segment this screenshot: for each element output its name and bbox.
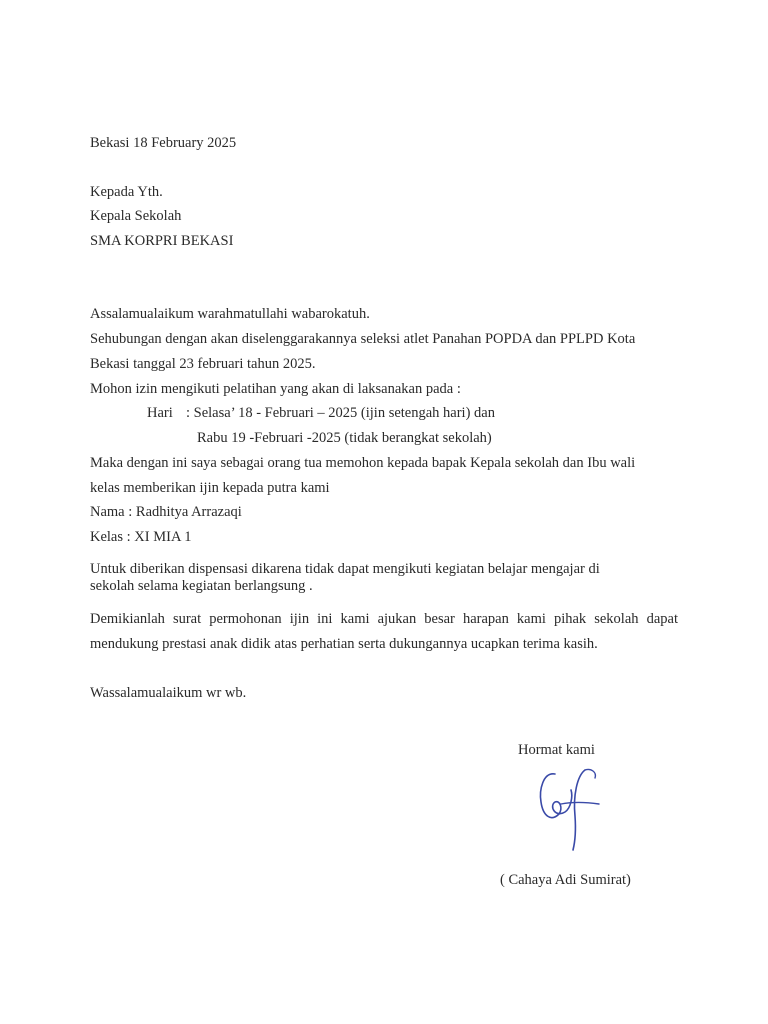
student-class: Kelas : XI MIA 1	[90, 529, 192, 545]
handwritten-signature	[533, 766, 605, 852]
greeting: Assalamualaikum warahmatullahi wabarokatuh.	[90, 306, 370, 322]
paragraph-2-line-1: Maka dengan ini saya sebagai orang tua memohon kepada bapak Kepala sekolah dan Ibu wali	[90, 455, 636, 471]
paragraph-1-line-1: Sehubungan dengan akan diselenggarakannya seleksi atlet Panahan POPDA dan PPLPD Kota	[90, 331, 636, 347]
student-name: Nama : Radhitya Arrazaqi	[90, 504, 242, 520]
closing-salutation: Wassalamualaikum wr wb.	[90, 685, 247, 701]
place-date: Bekasi 18 February 2025	[90, 135, 237, 151]
schedule-label: Hari	[147, 405, 173, 421]
recipient-line-3: SMA KORPRI BEKASI	[90, 233, 234, 249]
paragraph-1-line-2: Bekasi tanggal 23 februari tahun 2025.	[90, 356, 316, 372]
paragraph-3-line-2: sekolah selama kegiatan berlangsung .	[90, 578, 313, 594]
paragraph-4-line-1: Demikianlah surat permohonan ijin ini kami ajukan besar harapan kami pihak sekolah dapat	[90, 611, 678, 627]
paragraph-3-line-1: Untuk diberikan dispensasi dikarena tidak dapat mengikuti kegiatan belajar mengajar di	[90, 561, 600, 577]
schedule-line-2: Rabu 19 -Februari -2025 (tidak berangkat sekolah)	[197, 430, 492, 446]
signoff: Hormat kami	[518, 742, 595, 758]
schedule-line-1: : Selasa’ 18 - Februari – 2025 (ijin setengah hari) dan	[186, 405, 495, 421]
request-line: Mohon izin mengikuti pelatihan yang akan di laksanakan pada :	[90, 381, 461, 397]
paragraph-4-line-2: mendukung prestasi anak didik atas perhatian serta dukungannya ucapkan terima kasih.	[90, 636, 598, 652]
signer-name: ( Cahaya Adi Sumirat)	[500, 872, 631, 888]
paragraph-2-line-2: kelas memberikan ijin kepada putra kami	[90, 480, 330, 496]
recipient-line-1: Kepada Yth.	[90, 184, 163, 200]
recipient-line-2: Kepala Sekolah	[90, 208, 182, 224]
